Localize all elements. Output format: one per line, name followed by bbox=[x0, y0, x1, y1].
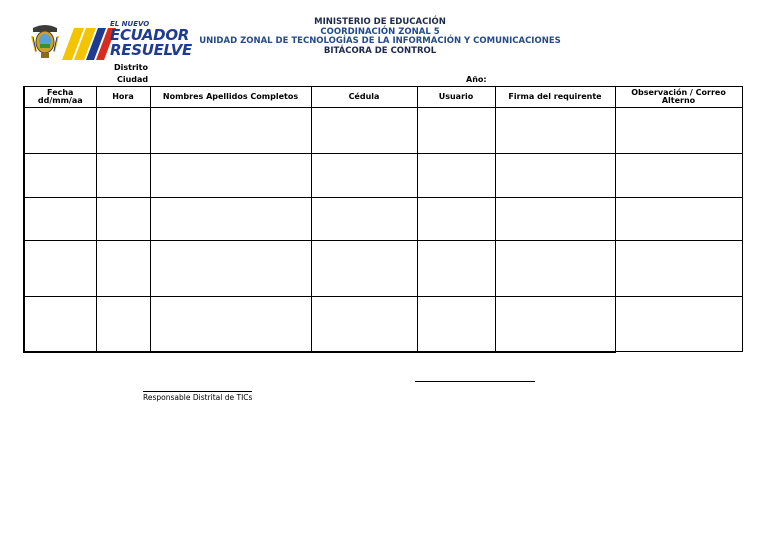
table-cell[interactable] bbox=[311, 154, 417, 198]
col-header-fecha: Fecha dd/mm/aa bbox=[24, 87, 96, 108]
signature-line bbox=[415, 381, 535, 382]
ciudad-label: Ciudad bbox=[117, 75, 149, 84]
table-cell[interactable] bbox=[495, 297, 615, 352]
logo-line-3: RESUELVE bbox=[110, 41, 192, 59]
col-header-usuario: Usuario bbox=[417, 87, 495, 108]
table-cell[interactable] bbox=[150, 241, 311, 297]
table-cell[interactable] bbox=[417, 297, 495, 352]
signature-label: Responsable Distrital de TICs bbox=[143, 393, 253, 402]
table-cell[interactable] bbox=[417, 198, 495, 241]
table-cell[interactable] bbox=[495, 154, 615, 198]
table-cell[interactable] bbox=[615, 154, 742, 198]
table-cell[interactable] bbox=[311, 241, 417, 297]
table-cell[interactable] bbox=[615, 241, 742, 297]
table-cell[interactable] bbox=[96, 198, 150, 241]
table-cell[interactable] bbox=[417, 154, 495, 198]
table-row bbox=[24, 241, 742, 297]
table-row bbox=[24, 108, 742, 154]
col-header-cedula: Cédula bbox=[311, 87, 417, 108]
ministry-title: MINISTERIO DE EDUCACIÓN bbox=[314, 17, 446, 27]
table-cell[interactable] bbox=[24, 108, 96, 154]
col-header-firma: Firma del requirente bbox=[495, 87, 615, 108]
anio-label: Año: bbox=[466, 75, 487, 84]
table-cell[interactable] bbox=[615, 297, 742, 352]
table-cell[interactable] bbox=[96, 108, 150, 154]
table-cell[interactable] bbox=[24, 241, 96, 297]
table-cell[interactable] bbox=[150, 154, 311, 198]
coat-of-arms-icon bbox=[30, 22, 60, 60]
table-cell[interactable] bbox=[150, 198, 311, 241]
table-row bbox=[24, 297, 742, 352]
table-cell[interactable] bbox=[96, 241, 150, 297]
logo-line-2: ECUADOR bbox=[110, 26, 190, 44]
table-row bbox=[24, 154, 742, 198]
table-cell[interactable] bbox=[24, 297, 96, 352]
table-cell[interactable] bbox=[96, 154, 150, 198]
table-row bbox=[24, 198, 742, 241]
table-cell[interactable] bbox=[495, 198, 615, 241]
table-cell[interactable] bbox=[417, 241, 495, 297]
ecuador-resuelve-logo bbox=[30, 20, 192, 64]
col-header-observacion: Observación / Correo Alterno bbox=[615, 87, 742, 108]
table-cell[interactable] bbox=[311, 108, 417, 154]
table-body bbox=[24, 108, 742, 352]
table-cell[interactable] bbox=[615, 108, 742, 154]
table-cell[interactable] bbox=[311, 297, 417, 352]
table-cell[interactable] bbox=[495, 241, 615, 297]
table-cell[interactable] bbox=[615, 198, 742, 241]
document-header bbox=[190, 18, 570, 56]
col-header-nombres: Nombres Apellidos Completos bbox=[150, 87, 311, 108]
table-cell[interactable] bbox=[24, 154, 96, 198]
coordination-title: COORDINACIÓN ZONAL 5 bbox=[320, 26, 440, 37]
logo-line-1: EL NUEVO bbox=[110, 20, 150, 28]
table-cell[interactable] bbox=[311, 198, 417, 241]
table-header-row bbox=[24, 87, 742, 108]
log-title: BITÁCORA DE CONTROL bbox=[323, 45, 437, 56]
table-cell[interactable] bbox=[150, 297, 311, 352]
table-cell[interactable] bbox=[24, 198, 96, 241]
col-header-hora: Hora bbox=[96, 87, 150, 108]
table-cell[interactable] bbox=[495, 108, 615, 154]
control-log-table bbox=[23, 86, 743, 353]
unit-title: UNIDAD ZONAL DE TECNOLOGÍAS DE LA INFORMACIÓN Y COMUNICACIONES bbox=[199, 36, 561, 47]
distrito-label: Distrito bbox=[114, 63, 148, 72]
table-cell[interactable] bbox=[417, 108, 495, 154]
table-cell[interactable] bbox=[150, 108, 311, 154]
table-cell[interactable] bbox=[96, 297, 150, 352]
